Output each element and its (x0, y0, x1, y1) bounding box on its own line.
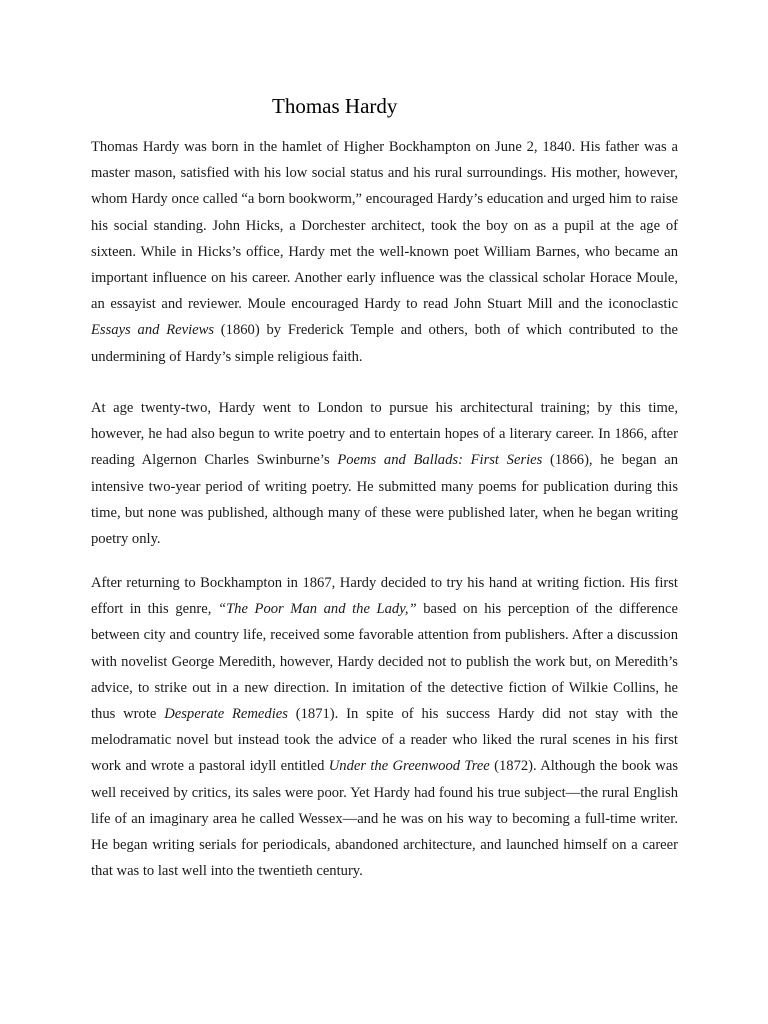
paragraph-2 (91, 395, 678, 552)
paragraph-3 (91, 570, 678, 884)
paragraph-3-italic-title-3: Under the Greenwood Tree (328, 758, 490, 775)
paragraph-3-text-2: based on his perception of the difference between city and country life, received some favorable attention from publishers. After a discussion with novelist George Meredith, however, Hardy decided not to publish the work but, on Meredith’s advice, to strike out in a new direction. In imitation of the detective fiction of Wilkie Collins, he thus wrote (91, 601, 678, 723)
paragraph-3-italic-title-2: Desperate Remedies (164, 706, 288, 723)
paragraph-1 (91, 134, 678, 370)
paragraph-2-text-2: (1866), he began an intensive two-year period of writing poetry. He submitted many poems for publication during this time, but none was published, although many of these were published later, when he began writing poetry only. (91, 452, 678, 548)
paragraph-1-italic-title: Essays and Reviews (91, 322, 215, 339)
paragraph-3-text-3: (1871). In spite of his success Hardy did not stay with the melodramatic novel but instead took the advice of a reader who liked the rural scenes in his first work and wrote a pastoral idyll entitled (91, 706, 679, 775)
paragraph-1-text-1: Thomas Hardy was born in the hamlet of Higher Bockhampton on June 2, 1840. His father was a master mason, satisfied with his low social status and his rural surroundings. His mother, however, whom Hardy once called “a born bookworm,” encouraged Hardy’s education and urged him to raise his social standing. John Hicks, a Dorchester architect, took the boy on as a pupil at the age of sixteen. While in Hicks’s office, Hardy met the well-known poet William Barnes, who became an important influence on his career. Another early influence was the classical scholar Horace Moule, an essayist and reviewer. Moule encouraged Hardy to read John Stuart Mill and the iconoclastic (91, 139, 678, 313)
document-title: Thomas Hardy (272, 94, 398, 118)
paragraph-1-text-2: (1860) by Frederick Temple and others, both of which contributed to the undermining of Hardy’s simple religious faith. (91, 322, 678, 365)
paragraph-3-text-1: After returning to Bockhampton in 1867, Hardy decided to try his hand at writing fiction. His first effort in this genre, (91, 575, 678, 618)
paragraph-3-text-4: (1872). Although the book was well received by critics, its sales were poor. Yet Hardy had found his true subject—the rural English life of an imaginary area he called Wessex—and he was on his way to becoming a full-time writer. He began writing serials for periodicals, abandoned architecture, and launched himself on a career that was to last well into the twentieth century. (91, 758, 678, 880)
paragraph-2-italic-title: Poems and Ballads: First Series (337, 452, 543, 469)
paragraph-2-text-1: At age twenty-two, Hardy went to London to pursue his architectural training; by this time, however, he had also begun to write poetry and to entertain hopes of a literary career. In 1866, after reading Algernon Charles Swinburne’s (91, 400, 678, 469)
paragraph-3-italic-title-1: “The Poor Man and the Lady,” (217, 601, 417, 618)
